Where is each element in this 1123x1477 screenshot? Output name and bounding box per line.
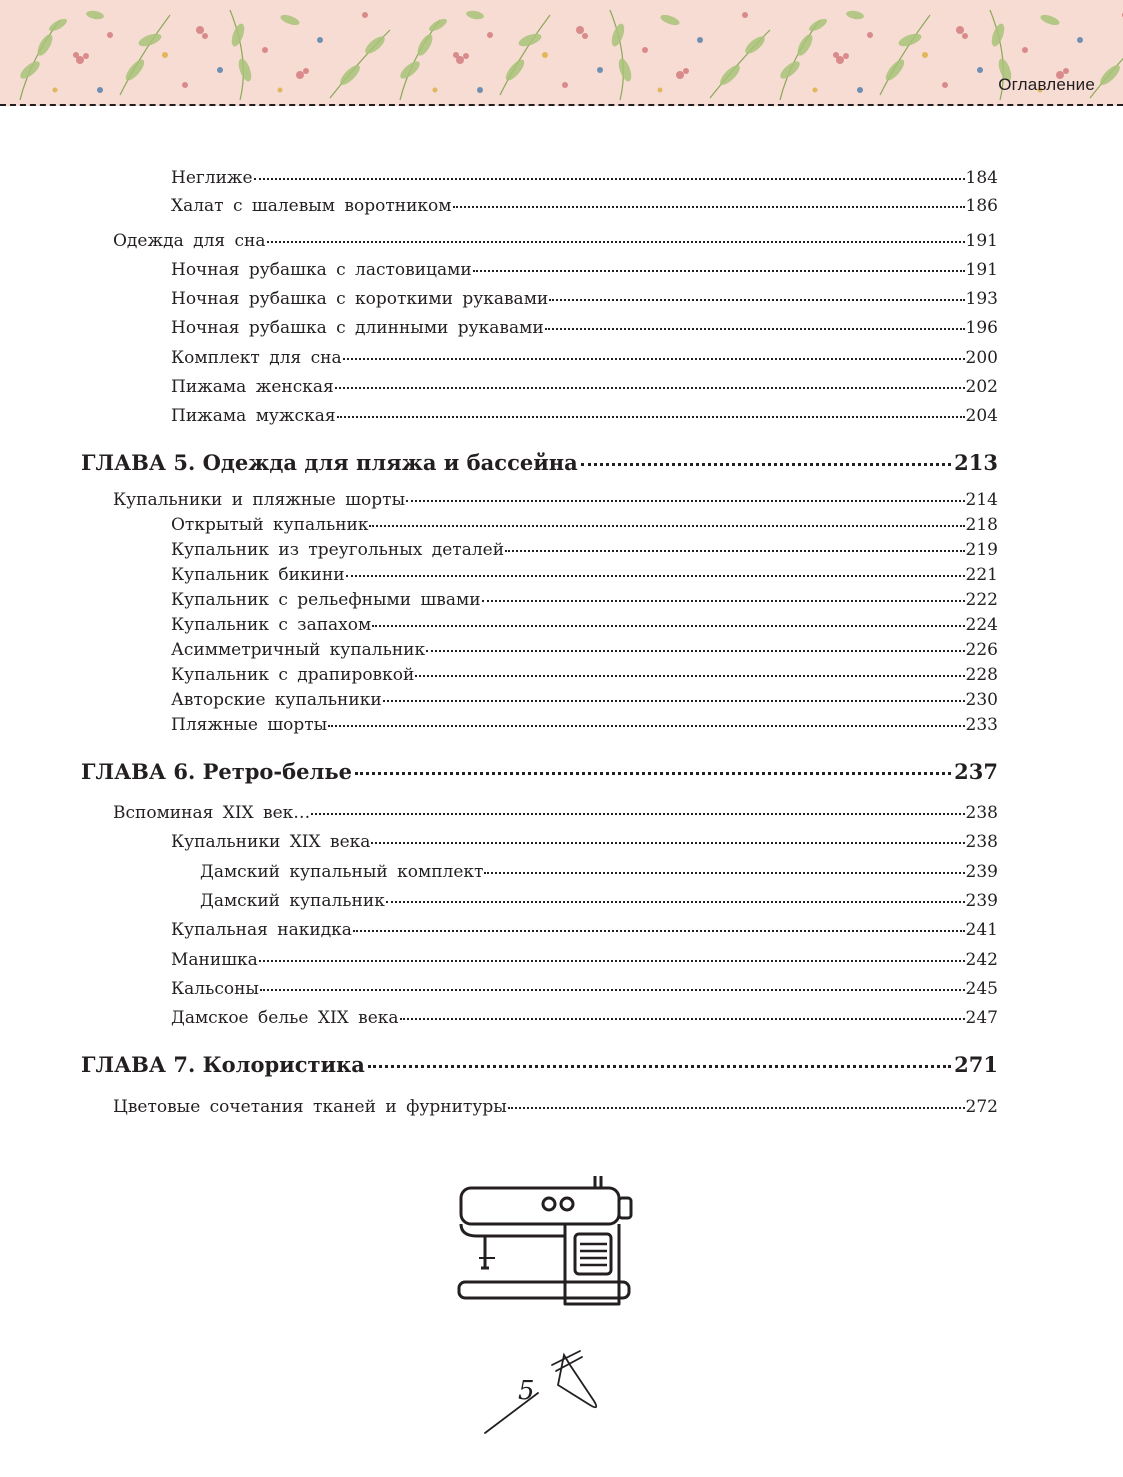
entry-page: 224 <box>965 615 998 635</box>
entry-title: Купальник с рельефными швами <box>171 590 481 610</box>
entry-title: Манишка <box>171 950 258 970</box>
dot-leader <box>355 772 951 775</box>
entry-title: Купальники и пляжные шорты <box>113 490 406 510</box>
needle-and-thread-icon <box>480 1345 610 1440</box>
dot-leader <box>473 270 965 272</box>
entry-title: Одежда для сна <box>113 231 266 251</box>
entry-title: Ночная рубашка с длинными рукавами <box>171 318 544 338</box>
dot-leader <box>415 675 964 677</box>
toc-entry <box>171 196 998 216</box>
toc-entry <box>171 715 998 735</box>
entry-title: Пижама мужская <box>171 406 336 426</box>
dot-leader <box>368 1065 951 1068</box>
entry-page: 226 <box>965 640 998 660</box>
entry-page: 214 <box>965 490 998 510</box>
chapter-title: ГЛАВА 6. Ретро-белье <box>81 759 352 784</box>
toc-entry <box>113 803 998 823</box>
header-banner <box>0 0 1123 106</box>
toc-chapter <box>81 759 998 784</box>
running-header: Оглавление <box>998 75 1095 94</box>
dot-leader <box>254 178 965 180</box>
entry-page: 230 <box>965 690 998 710</box>
entry-page: 191 <box>965 231 998 251</box>
dot-leader <box>335 387 965 389</box>
toc-entry <box>171 540 998 560</box>
entry-page: 239 <box>965 862 998 882</box>
entry-title: Халат с шалевым воротником <box>171 196 452 216</box>
dot-leader <box>346 575 965 577</box>
dot-leader <box>482 600 965 602</box>
dot-leader <box>426 650 964 652</box>
dot-leader <box>453 206 965 208</box>
entry-title: Ночная рубашка с ластовицами <box>171 260 472 280</box>
entry-title: Авторские купальники <box>171 690 382 710</box>
toc-entry <box>171 348 998 368</box>
entry-title: Пижама женская <box>171 377 334 397</box>
toc-entry <box>171 406 998 426</box>
chapter-title: ГЛАВА 5. Одежда для пляжа и бассейна <box>81 450 578 475</box>
entry-page: 245 <box>965 979 998 999</box>
entry-title: Купальник из треугольных деталей <box>171 540 505 560</box>
entry-page: 222 <box>965 590 998 610</box>
toc-chapter <box>81 450 998 475</box>
toc-entry <box>113 490 998 510</box>
entry-page: 219 <box>965 540 998 560</box>
stitch-divider <box>0 104 1123 106</box>
entry-page: 196 <box>965 318 998 338</box>
toc-entry <box>171 515 998 535</box>
dot-leader <box>508 1107 965 1109</box>
dot-leader <box>484 872 964 874</box>
dot-leader <box>353 930 965 932</box>
entry-page: 218 <box>965 515 998 535</box>
entry-title: Дамский купальник <box>200 891 385 911</box>
entry-page: 221 <box>965 565 998 585</box>
entry-title: Пляжные шорты <box>171 715 328 735</box>
entry-title: Асимметричный купальник <box>171 640 426 660</box>
toc-entry <box>200 891 998 911</box>
dot-leader <box>259 960 965 962</box>
dot-leader <box>369 525 964 527</box>
toc-entry <box>171 377 998 397</box>
chapter-title: ГЛАВА 7. Колористика <box>81 1052 365 1077</box>
toc-entry <box>171 665 998 685</box>
page-number: 5 <box>518 1376 535 1406</box>
entry-page: 239 <box>965 891 998 911</box>
entry-page: 200 <box>965 348 998 368</box>
entry-title: Ночная рубашка с короткими рукавами <box>171 289 549 309</box>
entry-title: Купальник бикини <box>171 565 345 585</box>
toc-entry <box>171 1008 998 1028</box>
entry-page: 272 <box>965 1097 998 1117</box>
toc-entry <box>113 1097 998 1117</box>
dot-leader <box>371 842 964 844</box>
entry-page: 228 <box>965 665 998 685</box>
toc-entry <box>171 950 998 970</box>
dot-leader <box>581 463 951 466</box>
floral-pattern <box>0 0 1123 106</box>
entry-title: Купальник с запахом <box>171 615 372 635</box>
toc-entry <box>171 318 998 338</box>
toc-entry <box>171 289 998 309</box>
entry-title: Купальная накидка <box>171 920 352 940</box>
toc-entry <box>171 260 998 280</box>
chapter-page: 237 <box>954 759 998 784</box>
entry-page: 238 <box>965 832 998 852</box>
entry-page: 191 <box>965 260 998 280</box>
entry-title: Купальники XIX века <box>171 832 371 852</box>
dot-leader <box>372 625 964 627</box>
dot-leader <box>406 500 964 502</box>
toc-entry <box>171 590 998 610</box>
entry-title: Цветовые сочетания тканей и фурнитуры <box>113 1097 507 1117</box>
entry-title: Дамский купальный комплект <box>200 862 484 882</box>
toc-entry <box>171 168 998 188</box>
toc-entry <box>171 832 998 852</box>
sewing-machine-icon <box>455 1172 635 1312</box>
dot-leader <box>343 358 965 360</box>
entry-title: Комплект для сна <box>171 348 342 368</box>
entry-page: 184 <box>965 168 998 188</box>
toc-entry <box>200 862 998 882</box>
entry-page: 247 <box>965 1008 998 1028</box>
toc-entry <box>171 640 998 660</box>
dot-leader <box>383 700 965 702</box>
entry-title: Кальсоны <box>171 979 259 999</box>
toc-entry <box>171 615 998 635</box>
entry-title: Дамское белье XIX века <box>171 1008 399 1028</box>
entry-page: 241 <box>965 920 998 940</box>
entry-page: 204 <box>965 406 998 426</box>
toc-entry <box>171 920 998 940</box>
dot-leader <box>400 1018 965 1020</box>
entry-page: 242 <box>965 950 998 970</box>
dot-leader <box>545 328 965 330</box>
dot-leader <box>267 241 965 243</box>
dot-leader <box>549 299 964 301</box>
dot-leader <box>337 416 965 418</box>
toc-entry <box>171 565 998 585</box>
entry-title: Вспоминая XIX век… <box>113 803 311 823</box>
entry-page: 186 <box>965 196 998 216</box>
entry-title: Неглиже <box>171 168 253 188</box>
toc-entry <box>171 979 998 999</box>
dot-leader <box>311 813 964 815</box>
dot-leader <box>328 725 964 727</box>
entry-title: Купальник с драпировкой <box>171 665 415 685</box>
entry-page: 233 <box>965 715 998 735</box>
dot-leader <box>386 901 965 903</box>
entry-page: 238 <box>965 803 998 823</box>
toc-entry <box>171 690 998 710</box>
chapter-page: 271 <box>954 1052 998 1077</box>
entry-page: 202 <box>965 377 998 397</box>
entry-title: Открытый купальник <box>171 515 369 535</box>
dot-leader <box>260 989 965 991</box>
dot-leader <box>505 550 965 552</box>
entry-page: 193 <box>965 289 998 309</box>
toc-entry <box>113 231 998 251</box>
toc-chapter <box>81 1052 998 1077</box>
chapter-page: 213 <box>954 450 998 475</box>
